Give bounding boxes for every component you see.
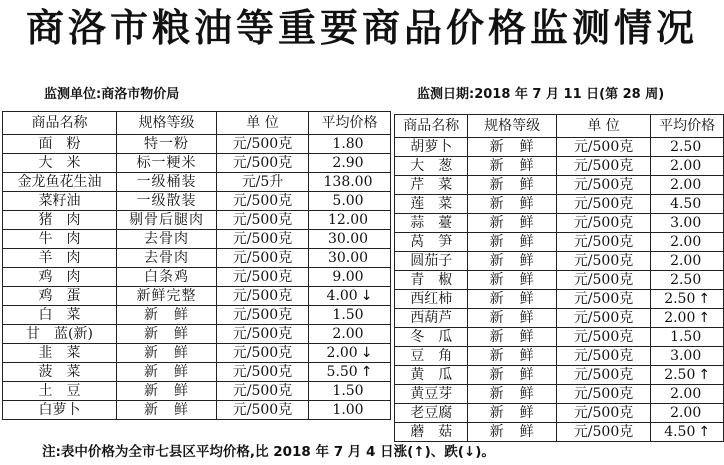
item-spec: 新 鲜: [117, 401, 217, 420]
item-price: 30.00: [327, 230, 369, 247]
table-row: [3, 363, 391, 382]
item-name: 鸡 肉: [3, 268, 117, 287]
item-price-cell: [309, 306, 391, 325]
item-spec: 新 鲜: [468, 233, 556, 252]
item-price-cell: [651, 252, 724, 271]
item-price: 2.50: [664, 366, 696, 383]
item-spec: 去骨肉: [117, 249, 217, 268]
table-row: [395, 195, 724, 214]
item-name: 莲 菜: [395, 195, 468, 214]
item-unit: 元/500克: [217, 135, 309, 154]
item-unit: 元/500克: [217, 249, 309, 268]
item-price: 9.00: [332, 268, 364, 285]
item-price: 1.50: [670, 328, 702, 345]
item-spec: 新 鲜: [468, 366, 556, 385]
footnote: 注:表中价格为全市七县区平均价格,比 2018 年 7 月 4 日涨(↑)、跌(↓)。: [42, 444, 495, 460]
item-price-cell: [651, 214, 724, 233]
item-price-cell: [309, 382, 391, 401]
item-unit: 元/500克: [556, 290, 651, 309]
item-price-cell: [651, 233, 724, 252]
header-name: 商品名称: [3, 112, 117, 135]
item-spec: 新 鲜: [117, 306, 217, 325]
item-price-cell: [309, 268, 391, 287]
item-spec: 新 鲜: [117, 382, 217, 401]
item-price: 2.00: [670, 385, 702, 402]
item-unit: 元/500克: [556, 271, 651, 290]
table-row: [395, 347, 724, 366]
item-spec: 标一粳米: [117, 154, 217, 173]
item-spec: 新 鲜: [468, 290, 556, 309]
item-spec: 新 鲜: [117, 325, 217, 344]
item-price: 3.00: [670, 214, 702, 231]
item-price-cell: [651, 271, 724, 290]
table-row: [395, 214, 724, 233]
item-price-cell: [309, 401, 391, 420]
item-price: 30.00: [327, 249, 369, 266]
item-spec: 新 鲜: [468, 176, 556, 195]
item-price: 2.90: [332, 154, 364, 171]
item-unit: 元/500克: [217, 382, 309, 401]
item-unit: 元/500克: [556, 366, 651, 385]
table-row: [395, 366, 724, 385]
table-row: [395, 423, 724, 442]
item-price: 5.00: [332, 192, 364, 209]
table-row: [395, 233, 724, 252]
price-change-arrow-icon: ↑: [698, 366, 711, 383]
item-unit: 元/500克: [556, 404, 651, 423]
header-unit: 单 位: [556, 115, 651, 138]
item-name: 青 椒: [395, 271, 468, 290]
item-name: 蒜 薹: [395, 214, 468, 233]
table-row: [3, 287, 391, 306]
header-price: 平均价格: [309, 112, 391, 135]
item-name: 猪 肉: [3, 211, 117, 230]
item-price: 3.00: [670, 347, 702, 364]
item-price-cell: [309, 135, 391, 154]
item-spec: 新 鲜: [468, 214, 556, 233]
item-spec: 新 鲜: [468, 157, 556, 176]
item-price: 2.00: [332, 325, 364, 342]
item-unit: 元/500克: [556, 214, 651, 233]
item-price-cell: [309, 192, 391, 211]
table-row: [395, 328, 724, 347]
item-unit: 元/500克: [556, 176, 651, 195]
header-spec: 规格等级: [468, 115, 556, 138]
item-name: 韭 菜: [3, 344, 117, 363]
item-name: 牛 肉: [3, 230, 117, 249]
item-price-cell: [309, 325, 391, 344]
item-unit: 元/500克: [217, 211, 309, 230]
item-spec: 新 鲜: [468, 328, 556, 347]
item-price-cell: [309, 287, 391, 306]
item-spec: 新鲜完整: [117, 287, 217, 306]
item-name: 芹 菜: [395, 176, 468, 195]
monitor-date: 监测日期:2018 年 7 月 11 日(第 28 周): [417, 87, 665, 102]
item-price: 1.50: [332, 382, 364, 399]
item-price-cell: [651, 347, 724, 366]
item-price: 2.50: [664, 290, 696, 307]
table-row: [395, 176, 724, 195]
monitor-unit: 监测单位:商洛市物价局: [44, 87, 180, 102]
item-spec: 新 鲜: [468, 138, 556, 157]
item-unit: 元/500克: [556, 233, 651, 252]
item-unit: 元/500克: [556, 328, 651, 347]
item-name: 胡萝卜: [395, 138, 468, 157]
item-spec: 一级散装: [117, 192, 217, 211]
price-change-arrow-icon: ↓: [360, 287, 373, 304]
table-row: [3, 154, 391, 173]
item-name: 菠 菜: [3, 363, 117, 382]
item-price: 5.50: [326, 363, 358, 380]
table-row: [3, 344, 391, 363]
table-row: [3, 325, 391, 344]
item-price: 1.50: [332, 306, 364, 323]
item-name: 大 葱: [395, 157, 468, 176]
item-price: 2.00: [664, 309, 696, 326]
item-name: 甘 蓝(新): [3, 325, 117, 344]
item-spec: 剔骨后腿肉: [117, 211, 217, 230]
table-row: [3, 135, 391, 154]
table-row: [395, 309, 724, 328]
page-title: 商洛市粮油等重要商品价格监测情况: [25, 6, 698, 50]
item-price-cell: [309, 363, 391, 382]
item-unit: 元/500克: [556, 423, 651, 442]
item-price-cell: [309, 344, 391, 363]
item-name: 白 菜: [3, 306, 117, 325]
item-spec: 新 鲜: [468, 271, 556, 290]
header-price: 平均价格: [651, 115, 724, 138]
item-unit: 元/500克: [217, 287, 309, 306]
table-row: [395, 252, 724, 271]
item-price: 2.00: [670, 404, 702, 421]
item-name: 菜籽油: [3, 192, 117, 211]
item-unit: 元/500克: [556, 157, 651, 176]
item-price: 12.00: [327, 211, 369, 228]
item-price: 138.00: [323, 173, 373, 190]
header-name: 商品名称: [395, 115, 468, 138]
item-name: 黄豆芽: [395, 385, 468, 404]
item-price: 1.00: [332, 401, 364, 418]
item-name: 黄 瓜: [395, 366, 468, 385]
item-price-cell: [309, 211, 391, 230]
item-price-cell: [651, 290, 724, 309]
price-change-arrow-icon: ↑: [698, 309, 711, 326]
item-name: 蘑 菇: [395, 423, 468, 442]
table-row: [3, 230, 391, 249]
item-price-cell: [309, 154, 391, 173]
item-spec: 新 鲜: [117, 363, 217, 382]
table-row: [395, 271, 724, 290]
item-price-cell: [309, 230, 391, 249]
item-unit: 元/500克: [556, 138, 651, 157]
item-unit: 元/500克: [217, 325, 309, 344]
price-change-arrow-icon: ↑: [698, 290, 711, 307]
table-row: [3, 211, 391, 230]
item-unit: 元/500克: [217, 268, 309, 287]
item-unit: 元/500克: [217, 192, 309, 211]
item-unit: 元/500克: [217, 154, 309, 173]
item-name: 圆茄子: [395, 252, 468, 271]
item-spec: 新 鲜: [468, 347, 556, 366]
table-row: [395, 138, 724, 157]
item-name: 金龙鱼花生油: [3, 173, 117, 192]
item-spec: 一级桶装: [117, 173, 217, 192]
item-spec: 新 鲜: [468, 195, 556, 214]
table-row: [395, 157, 724, 176]
item-price: 2.00: [670, 176, 702, 193]
item-name: 莴 笋: [395, 233, 468, 252]
item-name: 白萝卜: [3, 401, 117, 420]
price-table-left: [2, 111, 391, 420]
item-spec: 去骨肉: [117, 230, 217, 249]
item-spec: 新 鲜: [117, 344, 217, 363]
item-unit: 元/500克: [556, 252, 651, 271]
item-name: 羊 肉: [3, 249, 117, 268]
item-spec: 新 鲜: [468, 385, 556, 404]
price-change-arrow-icon: ↓: [360, 344, 373, 361]
table-row: [395, 385, 724, 404]
item-unit: 元/500克: [556, 195, 651, 214]
item-name: 豆 角: [395, 347, 468, 366]
header-spec: 规格等级: [117, 112, 217, 135]
item-spec: 特一粉: [117, 135, 217, 154]
price-change-arrow-icon: ↑: [360, 363, 373, 380]
item-price: 4.00: [326, 287, 358, 304]
item-name: 鸡 蛋: [3, 287, 117, 306]
item-price-cell: [651, 404, 724, 423]
table-row: [3, 173, 391, 192]
item-price: 4.50: [664, 423, 696, 440]
item-unit: 元/500克: [217, 344, 309, 363]
item-unit: 元/500克: [556, 347, 651, 366]
header-unit: 单 位: [217, 112, 309, 135]
table-row: [395, 290, 724, 309]
item-price-cell: [651, 423, 724, 442]
item-price: 4.50: [670, 195, 702, 212]
item-price-cell: [651, 157, 724, 176]
item-unit: 元/500克: [217, 363, 309, 382]
item-spec: 新 鲜: [468, 404, 556, 423]
item-price: 2.50: [670, 271, 702, 288]
item-name: 大 米: [3, 154, 117, 173]
item-price-cell: [651, 176, 724, 195]
item-price-cell: [651, 366, 724, 385]
item-price: 2.00: [326, 344, 358, 361]
item-price-cell: [309, 249, 391, 268]
item-name: 老豆腐: [395, 404, 468, 423]
table-row: [395, 404, 724, 423]
item-unit: 元/500克: [556, 385, 651, 404]
item-price: 2.00: [670, 233, 702, 250]
item-price-cell: [309, 173, 391, 192]
item-price-cell: [651, 328, 724, 347]
item-name: 西葫芦: [395, 309, 468, 328]
price-table-right: [394, 114, 724, 442]
item-spec: 新 鲜: [468, 423, 556, 442]
item-unit: 元/500克: [556, 309, 651, 328]
item-spec: 新 鲜: [468, 252, 556, 271]
item-price: 2.00: [670, 157, 702, 174]
table-row: [3, 306, 391, 325]
table-row: [3, 268, 391, 287]
price-change-arrow-icon: ↑: [698, 423, 711, 440]
item-price: 2.50: [670, 138, 702, 155]
item-name: 冬 瓜: [395, 328, 468, 347]
item-name: 面 粉: [3, 135, 117, 154]
table-row: [3, 192, 391, 211]
table-row: [3, 249, 391, 268]
item-price-cell: [651, 385, 724, 404]
item-name: 西红柿: [395, 290, 468, 309]
item-price: 1.80: [332, 135, 364, 152]
item-spec: 白条鸡: [117, 268, 217, 287]
item-unit: 元/5升: [217, 173, 309, 192]
item-name: 土 豆: [3, 382, 117, 401]
item-price-cell: [651, 138, 724, 157]
item-unit: 元/500克: [217, 306, 309, 325]
table-header-row: [395, 115, 724, 138]
item-unit: 元/500克: [217, 401, 309, 420]
table-header-row: [3, 112, 391, 135]
item-unit: 元/500克: [217, 230, 309, 249]
table-row: [3, 382, 391, 401]
item-price-cell: [651, 195, 724, 214]
item-price: 2.00: [670, 252, 702, 269]
item-spec: 新 鲜: [468, 309, 556, 328]
table-row: [3, 401, 391, 420]
item-price-cell: [651, 309, 724, 328]
